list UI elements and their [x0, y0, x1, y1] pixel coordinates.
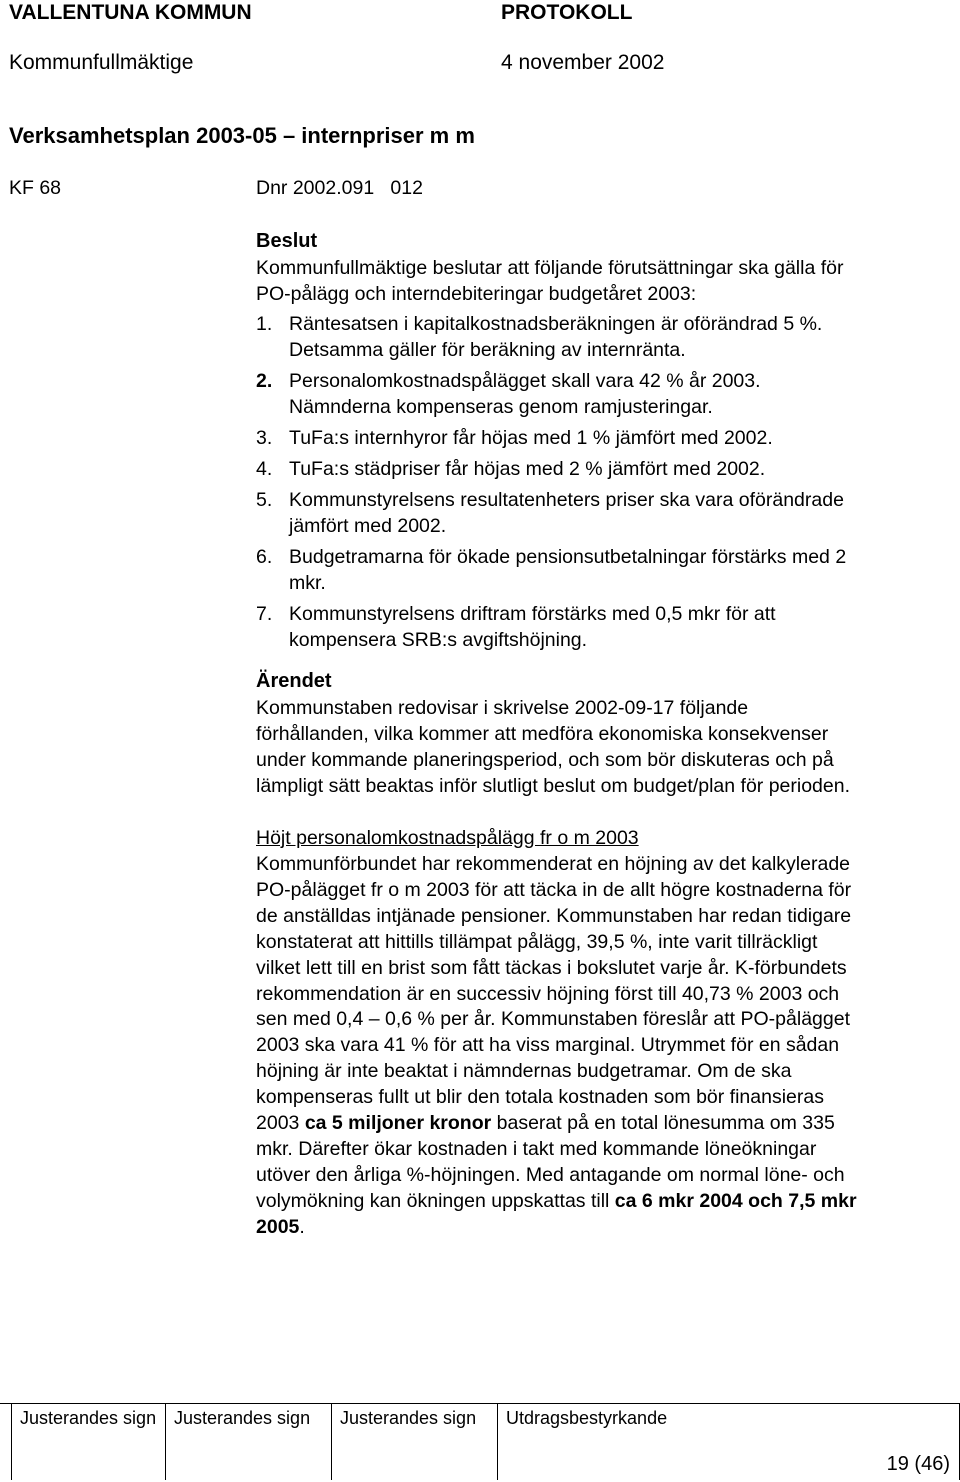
- list-text: jämfört med 2002.: [289, 515, 447, 537]
- paragraph-line: [256, 1189, 956, 1215]
- diary-number: Dnr 2002.091 012: [256, 177, 423, 199]
- list-item: [256, 456, 956, 482]
- section-heading-arendet: Ärendet: [256, 670, 332, 692]
- paragraph-line: sen med 0,4 – 0,6 % per år. Kommunstaben föreslår att PO-pålägget: [256, 1008, 850, 1031]
- list-item: [256, 368, 956, 420]
- list-text: TuFa:s städpriser får höjas med 2 % jämfört med 2002.: [289, 458, 766, 480]
- list-item: [256, 487, 956, 539]
- organization-name: VALLENTUNA KOMMUN: [9, 1, 252, 24]
- paragraph-line: mkr. Därefter ökar kostnaden i takt med kommande löneökningar: [256, 1137, 817, 1160]
- paragraph-line: kompenseras fullt ut blir den totala kostnaden som bör finansieras: [256, 1086, 824, 1109]
- list-text: Räntesatsen i kapitalkostnadsberäkningen är oförändrad 5 %.: [289, 313, 823, 335]
- signature-label: Justerandes sign: [20, 1408, 157, 1428]
- emphasis-amount: ca 6 mkr 2004 och 7,5 mkr: [614, 1189, 857, 1212]
- signature-footer: [0, 1404, 960, 1480]
- text-run: baserat på en total lönesumma om 335: [491, 1112, 835, 1135]
- list-text: Nämnderna kompenseras genom ramjusteringar.: [289, 396, 713, 418]
- list-item: [256, 544, 956, 596]
- paragraph-line: de anställdas intjänade pensioner. Kommunstaben har redan tidigare: [256, 904, 852, 927]
- page-number: 19 (46): [886, 1453, 950, 1475]
- paragraph-line: Kommunstaben redovisar i skrivelse 2002-09-17 följande: [256, 697, 749, 719]
- paragraph-line: rekommendation är en successiv höjning först till 40,73 % 2003 och: [256, 982, 840, 1005]
- list-text: TuFa:s internhyror får höjas med 1 % jämfört med 2002.: [289, 427, 773, 449]
- paragraph-line: konstaterat att hittills tillämpat pålägg, 39,5 %, inte varit tillräckligt: [256, 930, 818, 953]
- list-number: 2.: [256, 370, 273, 392]
- paragraph-line: höjning är inte beaktat i nämndernas budgetramar. Om de ska: [256, 1060, 792, 1083]
- list-number: 1.: [256, 313, 273, 335]
- list-number: 5.: [256, 489, 273, 511]
- decision-list: [256, 311, 956, 653]
- signature-box: [331, 1404, 497, 1480]
- list-text: Kommunstyrelsens driftram förstärks med 0,5 mkr för att: [289, 603, 776, 625]
- paragraph-line: under kommande planeringsperiod, och som bör diskuteras och på: [256, 748, 834, 771]
- paragraph-line: förhållanden, vilka kommer att medföra ekonomiska konsekvenser: [256, 722, 829, 745]
- extract-label: Utdragsbestyrkande: [506, 1408, 668, 1428]
- paragraph-line: Kommunförbundet har rekommenderat en höjning av det kalkylerade: [256, 853, 851, 875]
- signature-label: Justerandes sign: [174, 1408, 311, 1428]
- section-heading-beslut: Beslut: [256, 230, 318, 252]
- list-text: mkr.: [289, 572, 326, 594]
- subheading-po-increase: Höjt personalomkostnadspålägg fr o m 2003: [256, 827, 639, 849]
- beslut-intro-line: PO-pålägg och interndebiteringar budgetåret 2003:: [256, 283, 697, 305]
- emphasis-amount: 2005: [256, 1215, 300, 1238]
- beslut-intro-line: Kommunfullmäktige beslutar att följande förutsättningar ska gälla för: [256, 257, 844, 279]
- extract-box: [497, 1404, 960, 1480]
- paragraph-line: utöver den årliga %-höjningen. Med antagande om normal löne- och: [256, 1163, 845, 1186]
- body-name: Kommunfullmäktige: [9, 51, 194, 74]
- list-number: 6.: [256, 546, 273, 568]
- meeting-date: 4 november 2002: [501, 51, 665, 74]
- paragraph-line: lämpligt sätt beaktas inför slutligt beslut om budget/plan för perioden.: [256, 774, 851, 797]
- paragraph-line: vilket lett till en brist som fått täckas i bokslutet varje år. K-förbundets: [256, 956, 847, 979]
- po-paragraph: [256, 852, 956, 1241]
- paragraph-line: PO-pålägget fr o m 2003 för att täcka in de allt högre kostnaderna för: [256, 878, 852, 901]
- paragraph-line: [256, 1215, 956, 1241]
- list-text: Budgetramarna för ökade pensionsutbetalningar förstärks med 2: [289, 546, 847, 568]
- list-text: kompensera SRB:s avgiftshöjning.: [289, 629, 588, 651]
- signature-label: Justerandes sign: [340, 1408, 477, 1428]
- list-text: Kommunstyrelsens resultatenheters priser ska vara oförändrade: [289, 489, 844, 511]
- case-number: KF 68: [9, 177, 62, 199]
- text-run: .: [299, 1215, 305, 1238]
- arendet-paragraph: [256, 696, 956, 800]
- signature-box: [11, 1404, 165, 1480]
- emphasis-amount: ca 5 miljoner kronor: [304, 1112, 492, 1135]
- text-run: 2003: [256, 1112, 305, 1135]
- list-item: [256, 601, 956, 653]
- list-number: 7.: [256, 603, 273, 625]
- list-number: 3.: [256, 427, 273, 449]
- paragraph-line: 2003 ska vara 41 % för att ha viss marginal. Utrymmet för en sådan: [256, 1034, 840, 1057]
- page-title: Verksamhetsplan 2003-05 – internpriser m m: [9, 123, 475, 148]
- paragraph-line: [256, 1111, 956, 1137]
- signature-box: [165, 1404, 331, 1480]
- text-run: volymökning kan ökningen uppskattas till: [256, 1189, 615, 1212]
- list-item: [256, 311, 956, 363]
- document-type: PROTOKOLL: [501, 1, 633, 24]
- list-text: Detsamma gäller för beräkning av internränta.: [289, 339, 686, 361]
- list-item: [256, 425, 956, 451]
- list-number: 4.: [256, 458, 273, 480]
- list-text: Personalomkostnadspålägget skall vara 42 % år 2003.: [289, 370, 761, 392]
